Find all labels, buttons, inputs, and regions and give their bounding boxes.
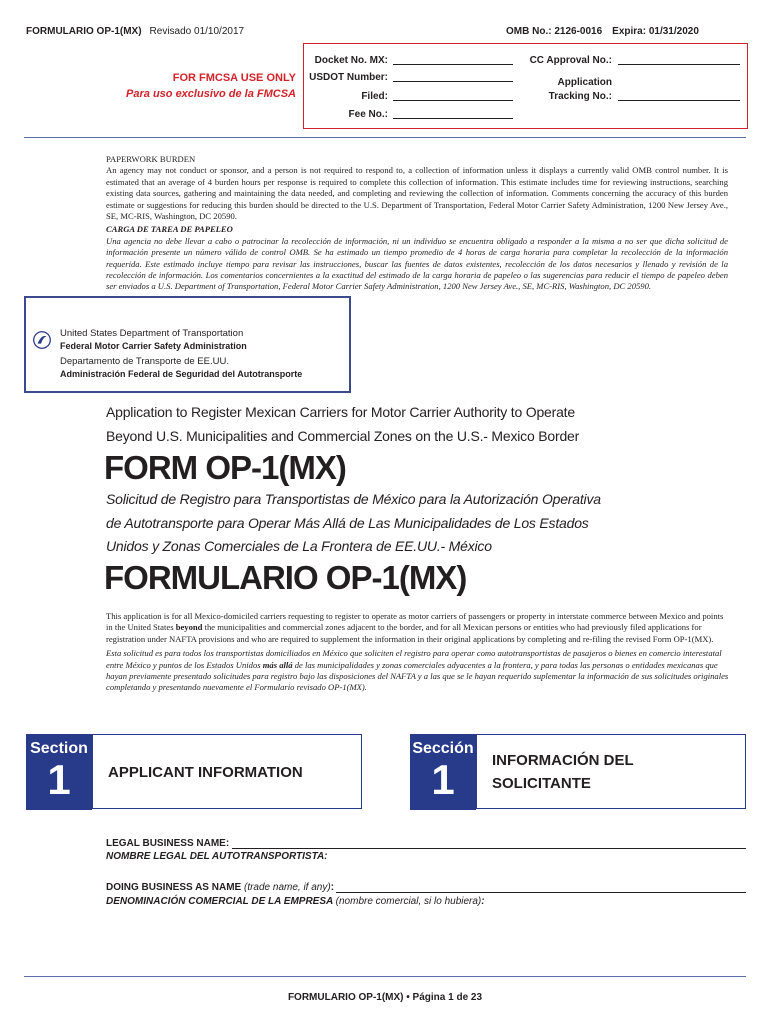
docket-field[interactable] — [393, 64, 513, 65]
paperwork-text: An agency may not conduct or sponsor, and a person is not required to respond to, a collection of information unless it displays a currently valid OMB control number. It is estimated that an average of 4 burden hours per response is required to complete this collection of information. This estimate includes time for reviewing instructions, searching existing data sources, gathering and maintaining the data needed, and completing and reviewing the collection of information. Comments concerning the accuracy of this burden estimate or suggestions for reducing this burden should be directed to the U.S. Department of Transportation, Federal Motor Carrier Safety Administration, 1200 New Jersey Ave., SE, MC-RIS, Washington, DC 20590. — [106, 165, 728, 222]
form-title-es: FORMULARIO OP-1(MX) — [104, 559, 467, 596]
omb-number: OMB No.: 2126-0016 — [506, 26, 603, 37]
paperwork-text-es: Una agencia no debe llevar a cabo o patrocinar la recolección de información, ni un individuo se encuentra obligado a responder a la misma a no ser que dicha solicitud de información presente un número válido de control OMB. Se ha estimado un tiempo promedio de 4 horas de carga horaria para completar la recolección de la información requerida. Este estimado incluye tiempo para revisar las instrucciones, buscar las fuentes de datos existentes, recolección de los datos necesarios y llenado y revisión de la recolección de información. Los comentarios concernientes a la exactitud del estimado de la carga horaria de papeleo o las sugerencias para reducir el tiempo de papeleo deben ser enviados a U.S. Department of Transportation, Federal Motor Carrier Safety Administration, 1200 New Jersey Ave., SE, MC-RIS, Washington, DC 20590. — [106, 235, 728, 292]
intro-en — [106, 611, 730, 645]
intro-en-part2: the municipalities and commercial zones adjacent to the border, and for all Mexican persons or entities who had previously filed applications for registration under NAFTA provisions and who are required to supplement the information in their original applications by completing and re-filing the revised Form OP-1(MX). — [106, 622, 714, 644]
usdot-label: USDOT Number: — [309, 72, 388, 83]
solicitud-title-3: Unidos y Zonas Comerciales de La Frontera de EE.UU.- México — [106, 538, 492, 554]
legal-name-label-es: NOMBRE LEGAL DEL AUTOTRANSPORTISTA: — [106, 851, 328, 862]
paperwork-heading: PAPERWORK BURDEN — [106, 154, 196, 164]
fee-field[interactable] — [393, 118, 513, 119]
intro-es-part1: Esta solicitud es para todos los transportistas domiciliados en México que soliciten el registro para operar como autotransportistas de pasajeros o bienes en comercio interestatal entre México y puntos de los Estados Unidos — [106, 648, 722, 670]
intro-es-part2: de las municipalidades y zonas comerciales adyacentes a la frontera, y para todas las personas o entidades mexicanas que hayan previamente presentado solicitudes para registro bajo las disposiciones del NAFTA y a las que se le hayan requerido suplementar la información de sus solicitudes originales completando y presentando nuevamente el Formulario revisado OP-1(MX). — [106, 659, 729, 693]
dba-label-es — [106, 896, 485, 907]
intro-es — [106, 648, 730, 694]
tracking-label-1: Application — [557, 77, 612, 88]
fmcsa-use-only-label: FOR FMCSA USE ONLY — [172, 72, 296, 84]
agency-line-1: United States Department of Transportation — [60, 328, 244, 339]
intro-es-bold: más allá — [262, 659, 293, 670]
form-id: FORMULARIO OP-1(MX) — [26, 26, 142, 37]
filed-field[interactable] — [393, 100, 513, 101]
agency-line-4: Administración Federal de Seguridad del Autotransporte — [60, 369, 303, 379]
tracking-label-2: Tracking No.: — [548, 91, 612, 102]
paperwork-heading-es: CARGA DE TAREA DE PAPELEO — [106, 224, 233, 235]
tracking-field[interactable] — [618, 100, 740, 101]
legal-name-label: LEGAL BUSINESS NAME: — [106, 838, 230, 849]
seccion-word: Sección — [412, 740, 474, 757]
intro-en-bold: beyond — [175, 622, 203, 633]
revised-date: Revisado 01/10/2017 — [149, 26, 245, 37]
seccion-title-box — [476, 734, 746, 809]
dba-label-es-text: DENOMINACIÓN COMERCIAL DE LA EMPRESA — [106, 896, 333, 907]
intro-en-part1: This application is for all Mexico-domiciled carriers requesting to register to operate as motor carriers of passengers or property in interstate commerce between Mexico and points in the United States — [106, 611, 724, 633]
dba-colon: : — [330, 882, 335, 893]
dba-note: (trade name, if any) — [243, 882, 331, 893]
cc-approval-label: CC Approval No.: — [529, 55, 612, 66]
footer-rule — [24, 976, 746, 977]
expiration-date: Expira: 01/31/2020 — [612, 26, 699, 37]
filed-label: Filed: — [361, 91, 388, 102]
seccion-title-2: SOLICITANTE — [492, 775, 591, 792]
docket-label: Docket No. MX: — [314, 55, 388, 66]
section-word: Section — [30, 740, 88, 757]
section-title: APPLICANT INFORMATION — [108, 764, 303, 781]
omb-header — [506, 26, 699, 37]
application-title-1: Application to Register Mexican Carriers for Motor Carrier Authority to Operate — [106, 404, 575, 420]
dot-logo-icon — [33, 331, 51, 349]
application-title-2: Beyond U.S. Municipalities and Commercial Zones on the U.S.- Mexico Border — [106, 428, 580, 444]
seccion-title-1: INFORMACIÓN DEL — [492, 752, 634, 769]
paperwork-burden-notice — [106, 154, 728, 293]
legal-name-field[interactable] — [232, 848, 746, 849]
divider-rule — [24, 137, 746, 138]
seccion-number: 1 — [431, 756, 455, 803]
cc-approval-field[interactable] — [618, 64, 740, 65]
dba-field[interactable] — [336, 892, 746, 893]
form-title-en: FORM OP-1(MX) — [104, 449, 346, 486]
seccion-badge — [410, 734, 476, 810]
dba-label — [106, 882, 334, 893]
agency-line-2: Federal Motor Carrier Safety Administration — [60, 341, 247, 351]
usdot-field[interactable] — [393, 81, 513, 82]
fee-label: Fee No.: — [348, 109, 388, 120]
form-header-left — [26, 26, 244, 37]
intro-text — [106, 611, 730, 697]
agency-line-3: Departamento de Transporte de EE.UU. — [60, 356, 229, 367]
solicitud-title-2: de Autotransporte para Operar Más Allá de Las Municipalidades de Los Estados — [106, 515, 589, 531]
section-badge — [26, 734, 92, 810]
solicitud-title-1: Solicitud de Registro para Transportistas de México para la Autorización Operativa — [106, 491, 601, 507]
fmcsa-use-only-label-es: Para uso exclusivo de la FMCSA — [126, 88, 296, 100]
dba-note-es: (nombre comercial, si lo hubiera) — [335, 896, 482, 907]
page-footer: FORMULARIO OP-1(MX) • Página 1 de 23 — [287, 992, 483, 1003]
dba-colon-es: : — [481, 896, 485, 907]
dba-label-text: DOING BUSINESS AS NAME — [106, 882, 242, 893]
section-number: 1 — [47, 756, 71, 803]
